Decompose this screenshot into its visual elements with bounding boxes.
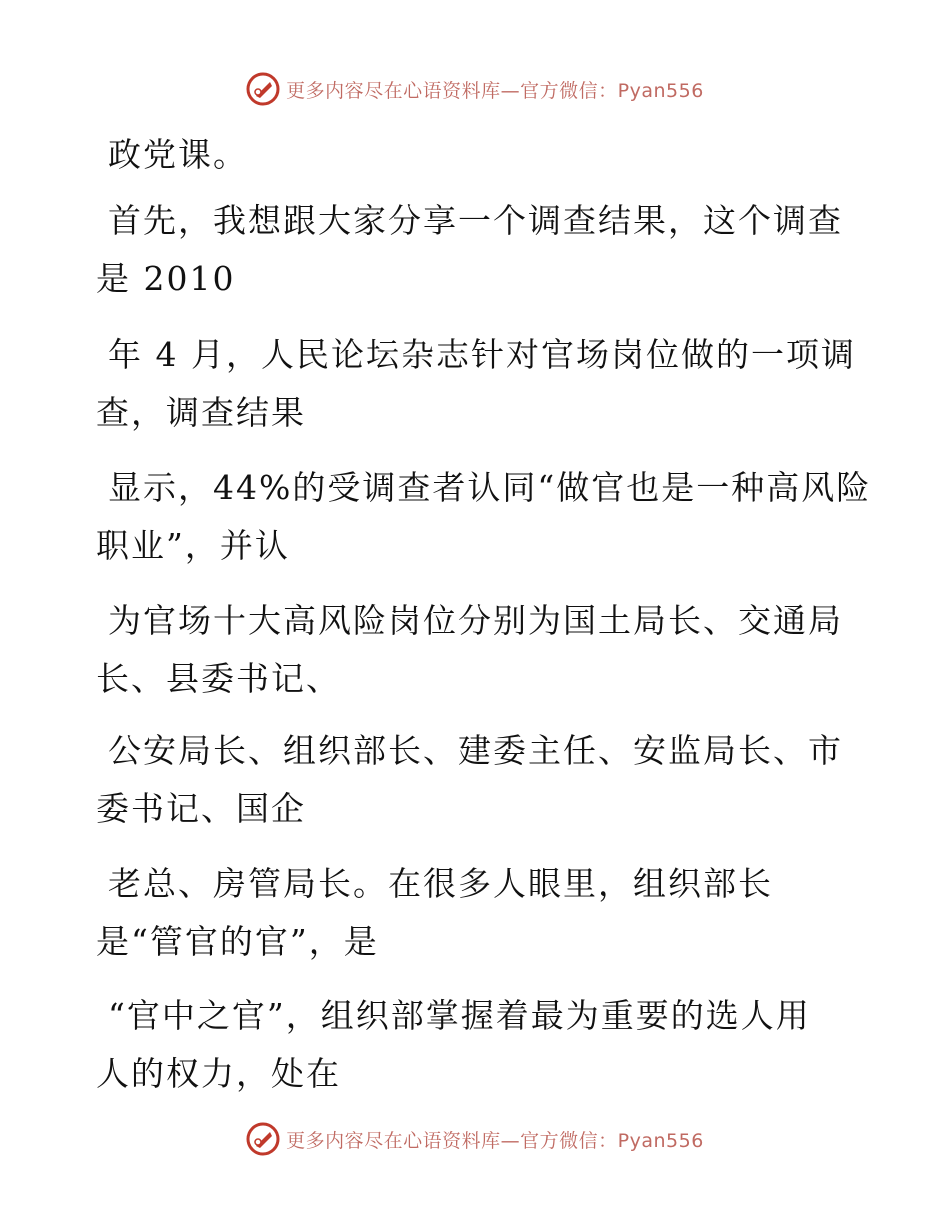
paragraph-line: 委书记、国企 <box>96 789 306 828</box>
paragraph-7 <box>96 855 856 971</box>
paragraph-line: 年 4 月，人民论坛杂志针对官场岗位做的一项调 <box>108 335 856 374</box>
paragraph-line: “官中之官”，组织部掌握着最为重要的选人用 <box>108 996 811 1035</box>
paragraph-line: 是“管官的官”，是 <box>96 922 379 961</box>
paragraph-line: 显示，44%的受调查者认同“做官也是一种高风险 <box>108 468 872 507</box>
paragraph-line: 老总、房管局长。在很多人眼里，组织部长 <box>108 864 773 903</box>
brand-logo-icon <box>246 72 280 106</box>
paragraph-line: 长、县委书记、 <box>96 659 341 698</box>
paragraph-line: 是 2010 <box>96 259 236 298</box>
paragraph-line: 查，调查结果 <box>96 393 306 432</box>
paragraph-line: 为官场十大高风险岗位分别为国土局长、交通局 <box>108 601 843 640</box>
paragraph-line: 政党课。 <box>108 135 248 174</box>
paragraph-line: 公安局长、组织部长、建委主任、安监局长、市 <box>108 731 843 770</box>
footer-banner-text: 更多内容尽在心语资料库—官方微信：Pyan556 <box>286 1129 704 1152</box>
header-banner <box>0 72 950 106</box>
paragraph-1 <box>96 126 856 184</box>
footer-banner <box>0 1122 950 1156</box>
paragraph-8 <box>96 987 856 1103</box>
paragraph-line: 职业”，并认 <box>96 526 290 565</box>
paragraph-line: 人的权力，处在 <box>96 1054 341 1093</box>
paragraph-6 <box>96 722 856 838</box>
paragraph-4 <box>96 459 872 575</box>
brand-logo-icon <box>246 1122 280 1156</box>
paragraph-3 <box>96 326 856 442</box>
paragraph-2 <box>96 192 856 308</box>
paragraph-line: 首先，我想跟大家分享一个调查结果，这个调查 <box>108 201 843 240</box>
header-banner-text: 更多内容尽在心语资料库—官方微信：Pyan556 <box>286 79 704 102</box>
paragraph-5 <box>96 592 856 708</box>
